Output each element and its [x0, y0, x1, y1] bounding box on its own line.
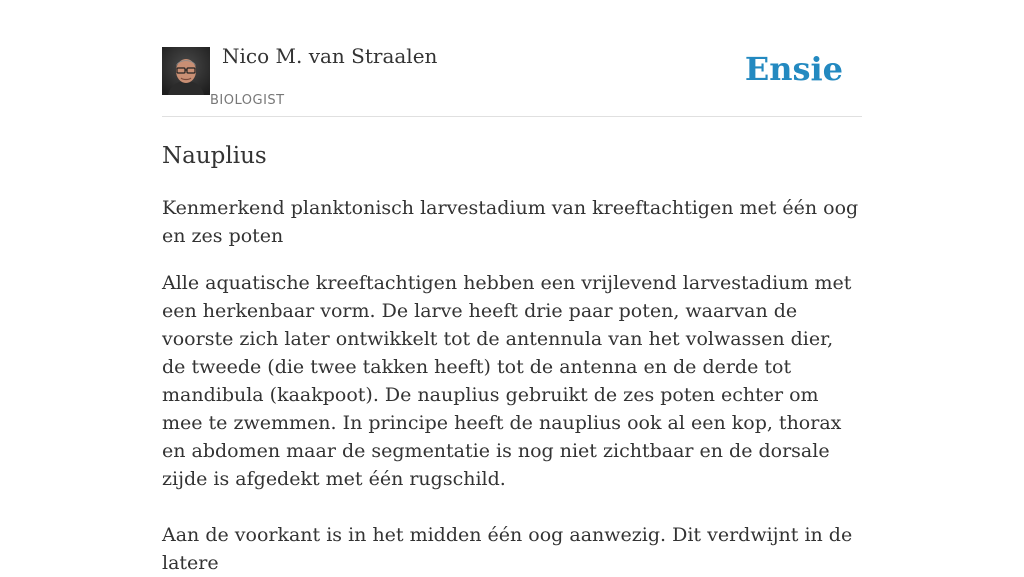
article-paragraph: Alle aquatische kreeftachtigen hebben een vrijlevend larvestadium met een herkenbaar vorm. De larve heeft drie paar poten, waarvan de voorste zich later ontwikkelt tot de antennula van het volwassen dier, de tweede (die twee takken heeft) tot de antenna en de derde tot mandibula (kaakpoot). De nauplius gebruikt de zes poten echter om mee te zwemmen. In principe heeft de nauplius ook al een kop, thorax en abdomen maar de segmentatie is nog niet zichtbaar en de dorsale zijde is afgedekt met één rugschild. [162, 272, 852, 490]
brand-logo[interactable]: Ensie [744, 50, 843, 88]
article-summary: Kenmerkend planktonisch larvestadium van kreeftachtigen met één oog en zes poten [162, 197, 859, 247]
article-paragraph: Aan de voorkant is in het midden één oog aanwezig. Dit verdwijnt in de latere [162, 524, 853, 574]
author-photo-icon [162, 47, 210, 95]
article-title: Nauplius [162, 143, 267, 169]
author-avatar[interactable] [162, 47, 210, 95]
author-header [162, 0, 862, 117]
author-role: BIOLOGIST [210, 93, 285, 108]
article-container [162, 0, 862, 577]
author-name[interactable]: Nico M. van Straalen [222, 44, 438, 68]
